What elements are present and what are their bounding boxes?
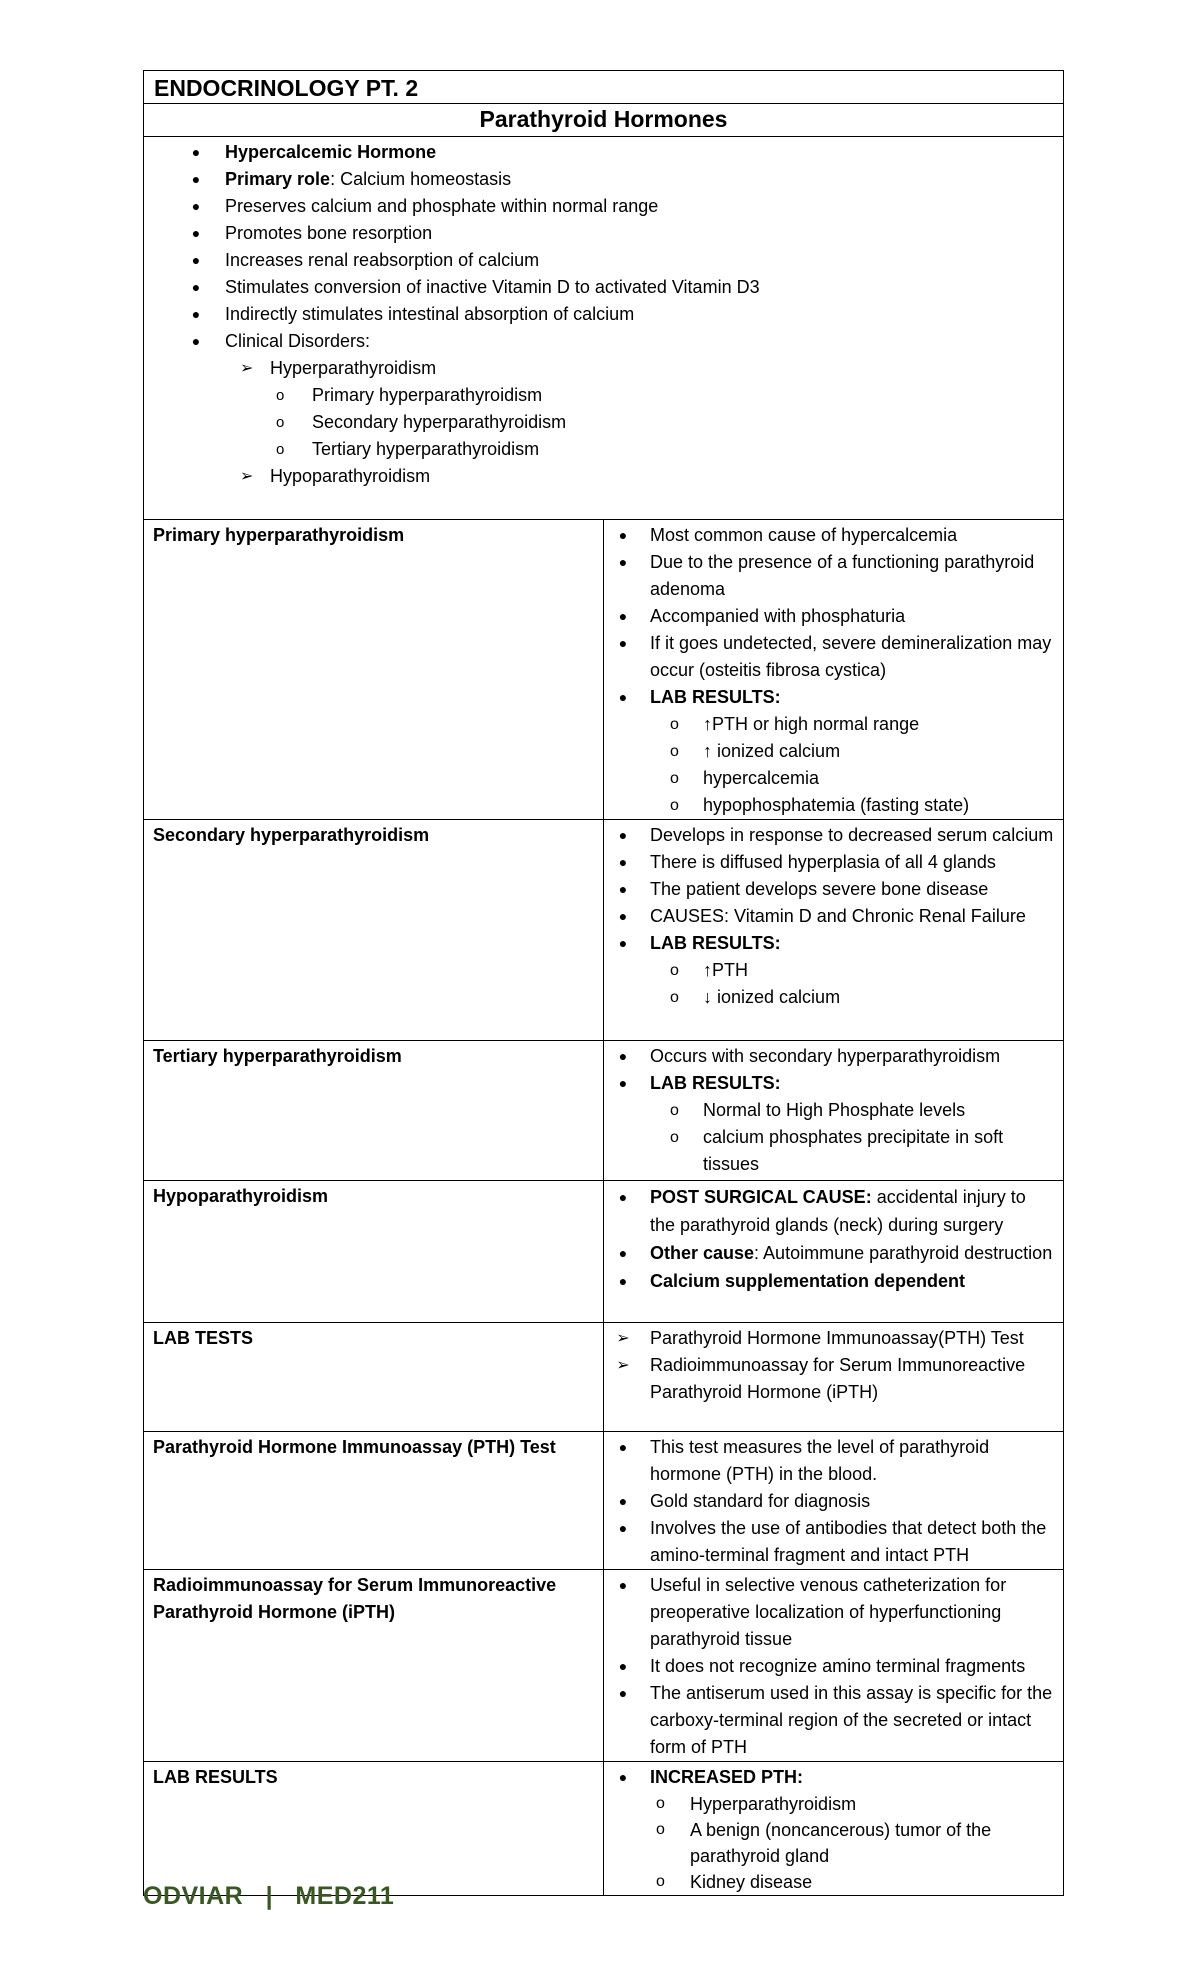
list-item: ● The patient develops severe bone disease	[604, 876, 1055, 903]
row-content	[604, 1181, 1064, 1323]
circle-bullet-icon: o	[276, 387, 285, 404]
list-item: o calcium phosphates precipitate in soft tissues	[604, 1124, 1055, 1178]
list-item: ➢ Parathyroid Hormone Immunoassay(PTH) Test	[604, 1325, 1055, 1352]
list-item: ● Primary role: Calcium homeostasis	[144, 166, 1063, 193]
bullet-icon: ●	[191, 225, 201, 241]
bullet-icon: ●	[191, 252, 201, 268]
list-item: ● POST SURGICAL CAUSE: accidental injury to the parathyroid glands (neck) during surgery	[604, 1183, 1055, 1239]
bullet-icon: ●	[618, 935, 628, 951]
ipth-row	[144, 1570, 1064, 1762]
list-item: ● Clinical Disorders:	[144, 328, 1063, 355]
list-item: ● Develops in response to decreased serum calcium	[604, 822, 1055, 849]
bullet-icon: ●	[618, 1439, 628, 1455]
row-content	[604, 1570, 1064, 1762]
arrow-bullet-icon: ➢	[616, 1357, 630, 1374]
list-item: ● This test measures the level of parathyroid hormone (PTH) in the blood.	[604, 1434, 1055, 1488]
circle-bullet-icon: o	[670, 797, 679, 814]
circle-bullet-icon: o	[276, 441, 285, 458]
circle-bullet-icon: o	[670, 962, 679, 979]
hypo-row	[144, 1181, 1064, 1323]
row-label: LAB RESULTS	[144, 1762, 604, 1896]
document-title: ENDOCRINOLOGY PT. 2	[144, 71, 1064, 104]
bullet-icon: ●	[618, 1658, 628, 1674]
circle-bullet-icon: o	[670, 743, 679, 760]
bullet-icon: ●	[618, 881, 628, 897]
footer-course: MED211	[295, 1882, 395, 1910]
list-item: ● INCREASED PTH:	[604, 1764, 1055, 1791]
list-item: ● CAUSES: Vitamin D and Chronic Renal Failure	[604, 903, 1055, 930]
bullet-icon: ●	[618, 527, 628, 543]
list-item: ● Involves the use of antibodies that detect both the amino-terminal fragment and intact PTH	[604, 1515, 1055, 1569]
list-item: ● It does not recognize amino terminal fragments	[604, 1653, 1055, 1680]
bullet-icon: ●	[618, 1189, 628, 1205]
footer-separator: |	[265, 1882, 274, 1910]
intro-cell	[144, 137, 1064, 520]
bullet-icon: ●	[191, 279, 201, 295]
list-item: ➢ Hypoparathyroidism	[144, 463, 1063, 490]
arrow-bullet-icon: ➢	[616, 1330, 630, 1347]
bullet-icon: ●	[191, 144, 201, 160]
bullet-icon: ●	[618, 1273, 628, 1289]
row-content	[604, 1762, 1064, 1896]
circle-bullet-icon: o	[670, 1129, 679, 1146]
bullet-icon: ●	[618, 608, 628, 624]
bullet-icon: ●	[191, 171, 201, 187]
list-item: o Hyperparathyroidism	[604, 1791, 1055, 1817]
list-item: ➢ Hyperparathyroidism	[144, 355, 1063, 382]
row-content	[604, 820, 1064, 1041]
arrow-bullet-icon: ➢	[240, 468, 254, 485]
page-footer	[143, 1882, 394, 1911]
arrow-bullet-icon: ➢	[240, 360, 254, 377]
intro-row	[144, 137, 1064, 520]
bullet-icon: ●	[191, 333, 201, 349]
list-item: o Normal to High Phosphate levels	[604, 1097, 1055, 1124]
list-item: o Tertiary hyperparathyroidism	[144, 436, 1063, 463]
pth-test-row	[144, 1432, 1064, 1570]
row-label: Radioimmunoassay for Serum Immunoreactive Parathyroid Hormone (iPTH)	[144, 1570, 604, 1762]
bullet-icon: ●	[618, 1048, 628, 1064]
secondary-row	[144, 820, 1064, 1041]
list-item: o ↑PTH	[604, 957, 1055, 984]
circle-bullet-icon: o	[276, 414, 285, 431]
row-label: Hypoparathyroidism	[144, 1181, 604, 1323]
bullet-icon: ●	[618, 827, 628, 843]
row-content	[604, 1432, 1064, 1570]
list-item: ● The antiserum used in this assay is specific for the carboxy-terminal region of the secreted or intact form of PTH	[604, 1680, 1055, 1761]
disorders-list	[144, 463, 1063, 490]
list-item: o ↑ ionized calcium	[604, 738, 1055, 765]
lab-results-row	[144, 1762, 1064, 1896]
footer-author: ODVIAR	[143, 1882, 244, 1910]
bullet-icon: ●	[618, 635, 628, 651]
circle-bullet-icon: o	[656, 1795, 665, 1812]
bullet-icon: ●	[618, 1520, 628, 1536]
bullet-icon: ●	[618, 554, 628, 570]
bullet-icon: ●	[618, 1769, 628, 1785]
list-item: ● Stimulates conversion of inactive Vitamin D to activated Vitamin D3	[144, 274, 1063, 301]
intro-list	[144, 137, 1063, 355]
list-item: ● LAB RESULTS:	[604, 1070, 1055, 1097]
subtitle-row	[144, 104, 1064, 137]
list-item: o Primary hyperparathyroidism	[144, 382, 1063, 409]
title-row	[144, 71, 1064, 104]
row-label: Secondary hyperparathyroidism	[144, 820, 604, 1041]
list-item: ● Occurs with secondary hyperparathyroidism	[604, 1043, 1055, 1070]
bullet-icon: ●	[618, 689, 628, 705]
circle-bullet-icon: o	[670, 716, 679, 733]
list-item: ● LAB RESULTS:	[604, 930, 1055, 957]
list-item: ● If it goes undetected, severe demineralization may occur (osteitis fibrosa cystica)	[604, 630, 1055, 684]
circle-bullet-icon: o	[670, 1102, 679, 1119]
list-item: ● Hypercalcemic Hormone	[144, 139, 1063, 166]
list-item: ● Useful in selective venous catheterization for preoperative localization of hyperfunctioning parathyroid tissue	[604, 1572, 1055, 1653]
bullet-icon: ●	[618, 1245, 628, 1261]
list-item: ● Increases renal reabsorption of calcium	[144, 247, 1063, 274]
tertiary-row	[144, 1041, 1064, 1181]
list-item: ● Due to the presence of a functioning parathyroid adenoma	[604, 549, 1055, 603]
list-item: o hypophosphatemia (fasting state)	[604, 792, 1055, 819]
list-item: ● Preserves calcium and phosphate within normal range	[144, 193, 1063, 220]
row-content	[604, 1323, 1064, 1432]
bullet-icon: ●	[618, 908, 628, 924]
disorders-list	[144, 355, 1063, 382]
row-label: Tertiary hyperparathyroidism	[144, 1041, 604, 1181]
row-label: Primary hyperparathyroidism	[144, 520, 604, 820]
list-item: ● Indirectly stimulates intestinal absorption of calcium	[144, 301, 1063, 328]
circle-bullet-icon: o	[656, 1821, 665, 1838]
list-item: ● Calcium supplementation dependent	[604, 1267, 1055, 1295]
circle-bullet-icon: o	[670, 770, 679, 787]
row-content	[604, 520, 1064, 820]
list-item: o Secondary hyperparathyroidism	[144, 409, 1063, 436]
bullet-icon: ●	[191, 306, 201, 322]
bullet-icon: ●	[618, 854, 628, 870]
hyper-subtypes-list	[144, 382, 1063, 463]
row-label: LAB TESTS	[144, 1323, 604, 1432]
list-item: o Kidney disease	[604, 1869, 1055, 1895]
row-content	[604, 1041, 1064, 1181]
row-label: Parathyroid Hormone Immunoassay (PTH) Test	[144, 1432, 604, 1570]
circle-bullet-icon: o	[670, 989, 679, 1006]
list-item: ● Other cause: Autoimmune parathyroid destruction	[604, 1239, 1055, 1267]
list-item: ● LAB RESULTS:	[604, 684, 1055, 711]
bullet-icon: ●	[618, 1685, 628, 1701]
list-item: ● There is diffused hyperplasia of all 4 glands	[604, 849, 1055, 876]
bullet-icon: ●	[618, 1577, 628, 1593]
lab-tests-row	[144, 1323, 1064, 1432]
primary-row	[144, 520, 1064, 820]
list-item: ● Most common cause of hypercalcemia	[604, 522, 1055, 549]
list-item: ➢ Radioimmunoassay for Serum Immunoreactive Parathyroid Hormone (iPTH)	[604, 1352, 1055, 1406]
section-heading: Parathyroid Hormones	[144, 104, 1064, 137]
list-item: ● Accompanied with phosphaturia	[604, 603, 1055, 630]
list-item: o ↑PTH or high normal range	[604, 711, 1055, 738]
bullet-icon: ●	[618, 1493, 628, 1509]
list-item: o A benign (noncancerous) tumor of the parathyroid gland	[604, 1817, 1055, 1869]
bullet-icon: ●	[618, 1075, 628, 1091]
bullet-icon: ●	[191, 198, 201, 214]
list-item: o ↓ ionized calcium	[604, 984, 1055, 1011]
circle-bullet-icon: o	[656, 1873, 665, 1890]
notes-table	[143, 70, 1064, 1896]
list-item: ● Promotes bone resorption	[144, 220, 1063, 247]
list-item: ● Gold standard for diagnosis	[604, 1488, 1055, 1515]
list-item: o hypercalcemia	[604, 765, 1055, 792]
